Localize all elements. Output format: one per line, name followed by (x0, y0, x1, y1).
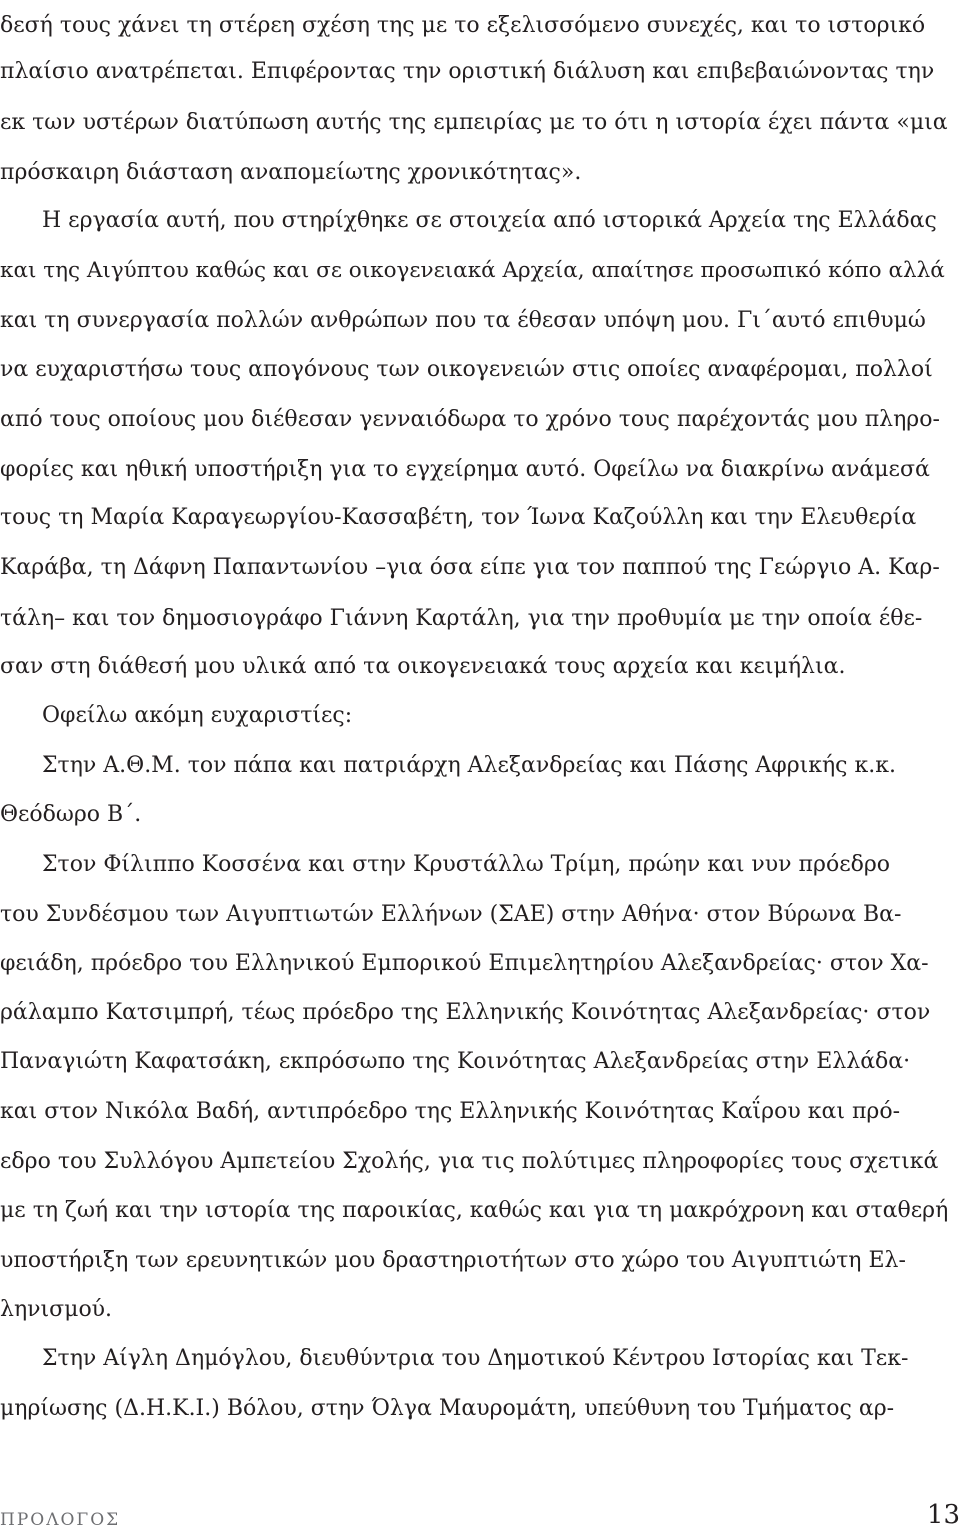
text-line: σαν στη διάθεσή μου υλικά από τα οικογενειακά τους αρχεία και κειμήλια. (0, 654, 846, 679)
text-line: με τη ζωή και την ιστορία της παροικίας, καθώς και για τη μακρόχρονη και σταθερή (0, 1198, 949, 1223)
text-line: φειάδη, πρόεδρο του Ελληνικού Εμπορικού Επιμελητηρίου Αλεξανδρείας· στον Χα- (0, 951, 929, 976)
text-line: και τη συνεργασία πολλών ανθρώπων που τα έθεσαν υπόψη μου. Γι΄αυτό επιθυμώ (0, 308, 926, 333)
text-line: Παναγιώτη Καφατσάκη, εκπρόσωπο της Κοινότητας Αλεξανδρείας στην Ελλάδα· (0, 1049, 911, 1074)
page-number: 13 (926, 1500, 960, 1530)
text-line: υποστήριξη των ερευνητικών μου δραστηριοτήτων στο χώρο του Αιγυπτιώτη Ελ- (0, 1248, 906, 1273)
text-line: φορίες και ηθική υποστήριξη για το εγχείρημα αυτό. Οφείλω να διακρίνω ανάμεσά (0, 457, 930, 482)
text-line: Στην Αίγλη Δημόγλου, διευθύντρια του Δημοτικού Κέντρου Ιστορίας και Τεκ- (42, 1346, 909, 1371)
text-line: εδρο του Συλλόγου Αμπετείου Σχολής, για τις πολύτιμες πληροφορίες τους σχετικά (0, 1149, 939, 1174)
text-line: από τους οποίους μου διέθεσαν γενναιόδωρα το χρόνο τους παρέχοντάς μου πληρο- (0, 407, 940, 432)
text-line: πρόσκαιρη διάσταση αναπομείωτης χρονικότητας». (0, 160, 582, 185)
text-line: Καράβα, τη Δάφνη Παπαντωνίου –για όσα είπε για τον παππού της Γεώργιο Α. Καρ- (0, 555, 940, 580)
text-line: Θεόδωρο Β΄. (0, 802, 142, 827)
running-footer-section-label: ΠΡΟΛΟΓΟΣ (0, 1510, 121, 1530)
text-line: πλαίσιο ανατρέπεται. Επιφέροντας την οριστική διάλυση και επιβεβαιώνοντας την (0, 59, 935, 84)
text-line: να ευχαριστήσω τους απογόνους των οικογενειών στις οποίες αναφέρομαι, πολλοί (0, 357, 933, 382)
text-line: Οφείλω ακόμη ευχαριστίες: (42, 703, 353, 728)
text-line: μηρίωσης (Δ.Η.Κ.Ι.) Βόλου, στην Όλγα Μαυρομάτη, υπεύθυνη του Τμήματος αρ- (0, 1396, 895, 1421)
text-line: εκ των υστέρων διατύπωση αυτής της εμπειρίας με το ότι η ιστορία έχει πάντα «μια (0, 110, 948, 135)
text-line: Στον Φίλιππο Κοσσένα και στην Κρυστάλλω Τρίμη, πρώην και νυν πρόεδρο (42, 852, 891, 877)
text-line: και της Αιγύπτου καθώς και σε οικογενειακά Αρχεία, απαίτησε προσωπικό κόπο αλλά (0, 258, 945, 283)
text-line: τάλη– και τον δημοσιογράφο Γιάννη Καρτάλη, για την προθυμία με την οποία έθε- (0, 606, 923, 631)
text-line: ράλαμπο Κατσιμπρή, τέως πρόεδρο της Ελληνικής Κοινότητας Αλεξανδρείας· στον (0, 1000, 931, 1025)
text-line: τους τη Μαρία Καραγεωργίου-Κασσαβέτη, τον Ίωνα Καζούλλη και την Ελευθερία (0, 505, 917, 530)
text-line: ληνισμού. (0, 1297, 113, 1322)
text-line: Στην Α.Θ.Μ. τον πάπα και πατριάρχη Αλεξανδρείας και Πάσης Αφρικής κ.κ. (42, 753, 896, 778)
text-line: και στον Νικόλα Βαδή, αντιπρόεδρο της Ελληνικής Κοινότητας Καΐρου και πρό- (0, 1099, 901, 1124)
text-line: δεσή τους χάνει τη στέρεη σχέση της με το εξελισσόμενο συνεχές, και το ιστορικό (0, 13, 926, 38)
text-line: Η εργασία αυτή, που στηρίχθηκε σε στοιχεία από ιστορικά Αρχεία της Ελλάδας (42, 208, 937, 233)
text-line: του Συνδέσμου των Αιγυπτιωτών Ελλήνων (ΣΑΕ) στην Αθήνα· στον Βύρωνα Βα- (0, 902, 902, 927)
